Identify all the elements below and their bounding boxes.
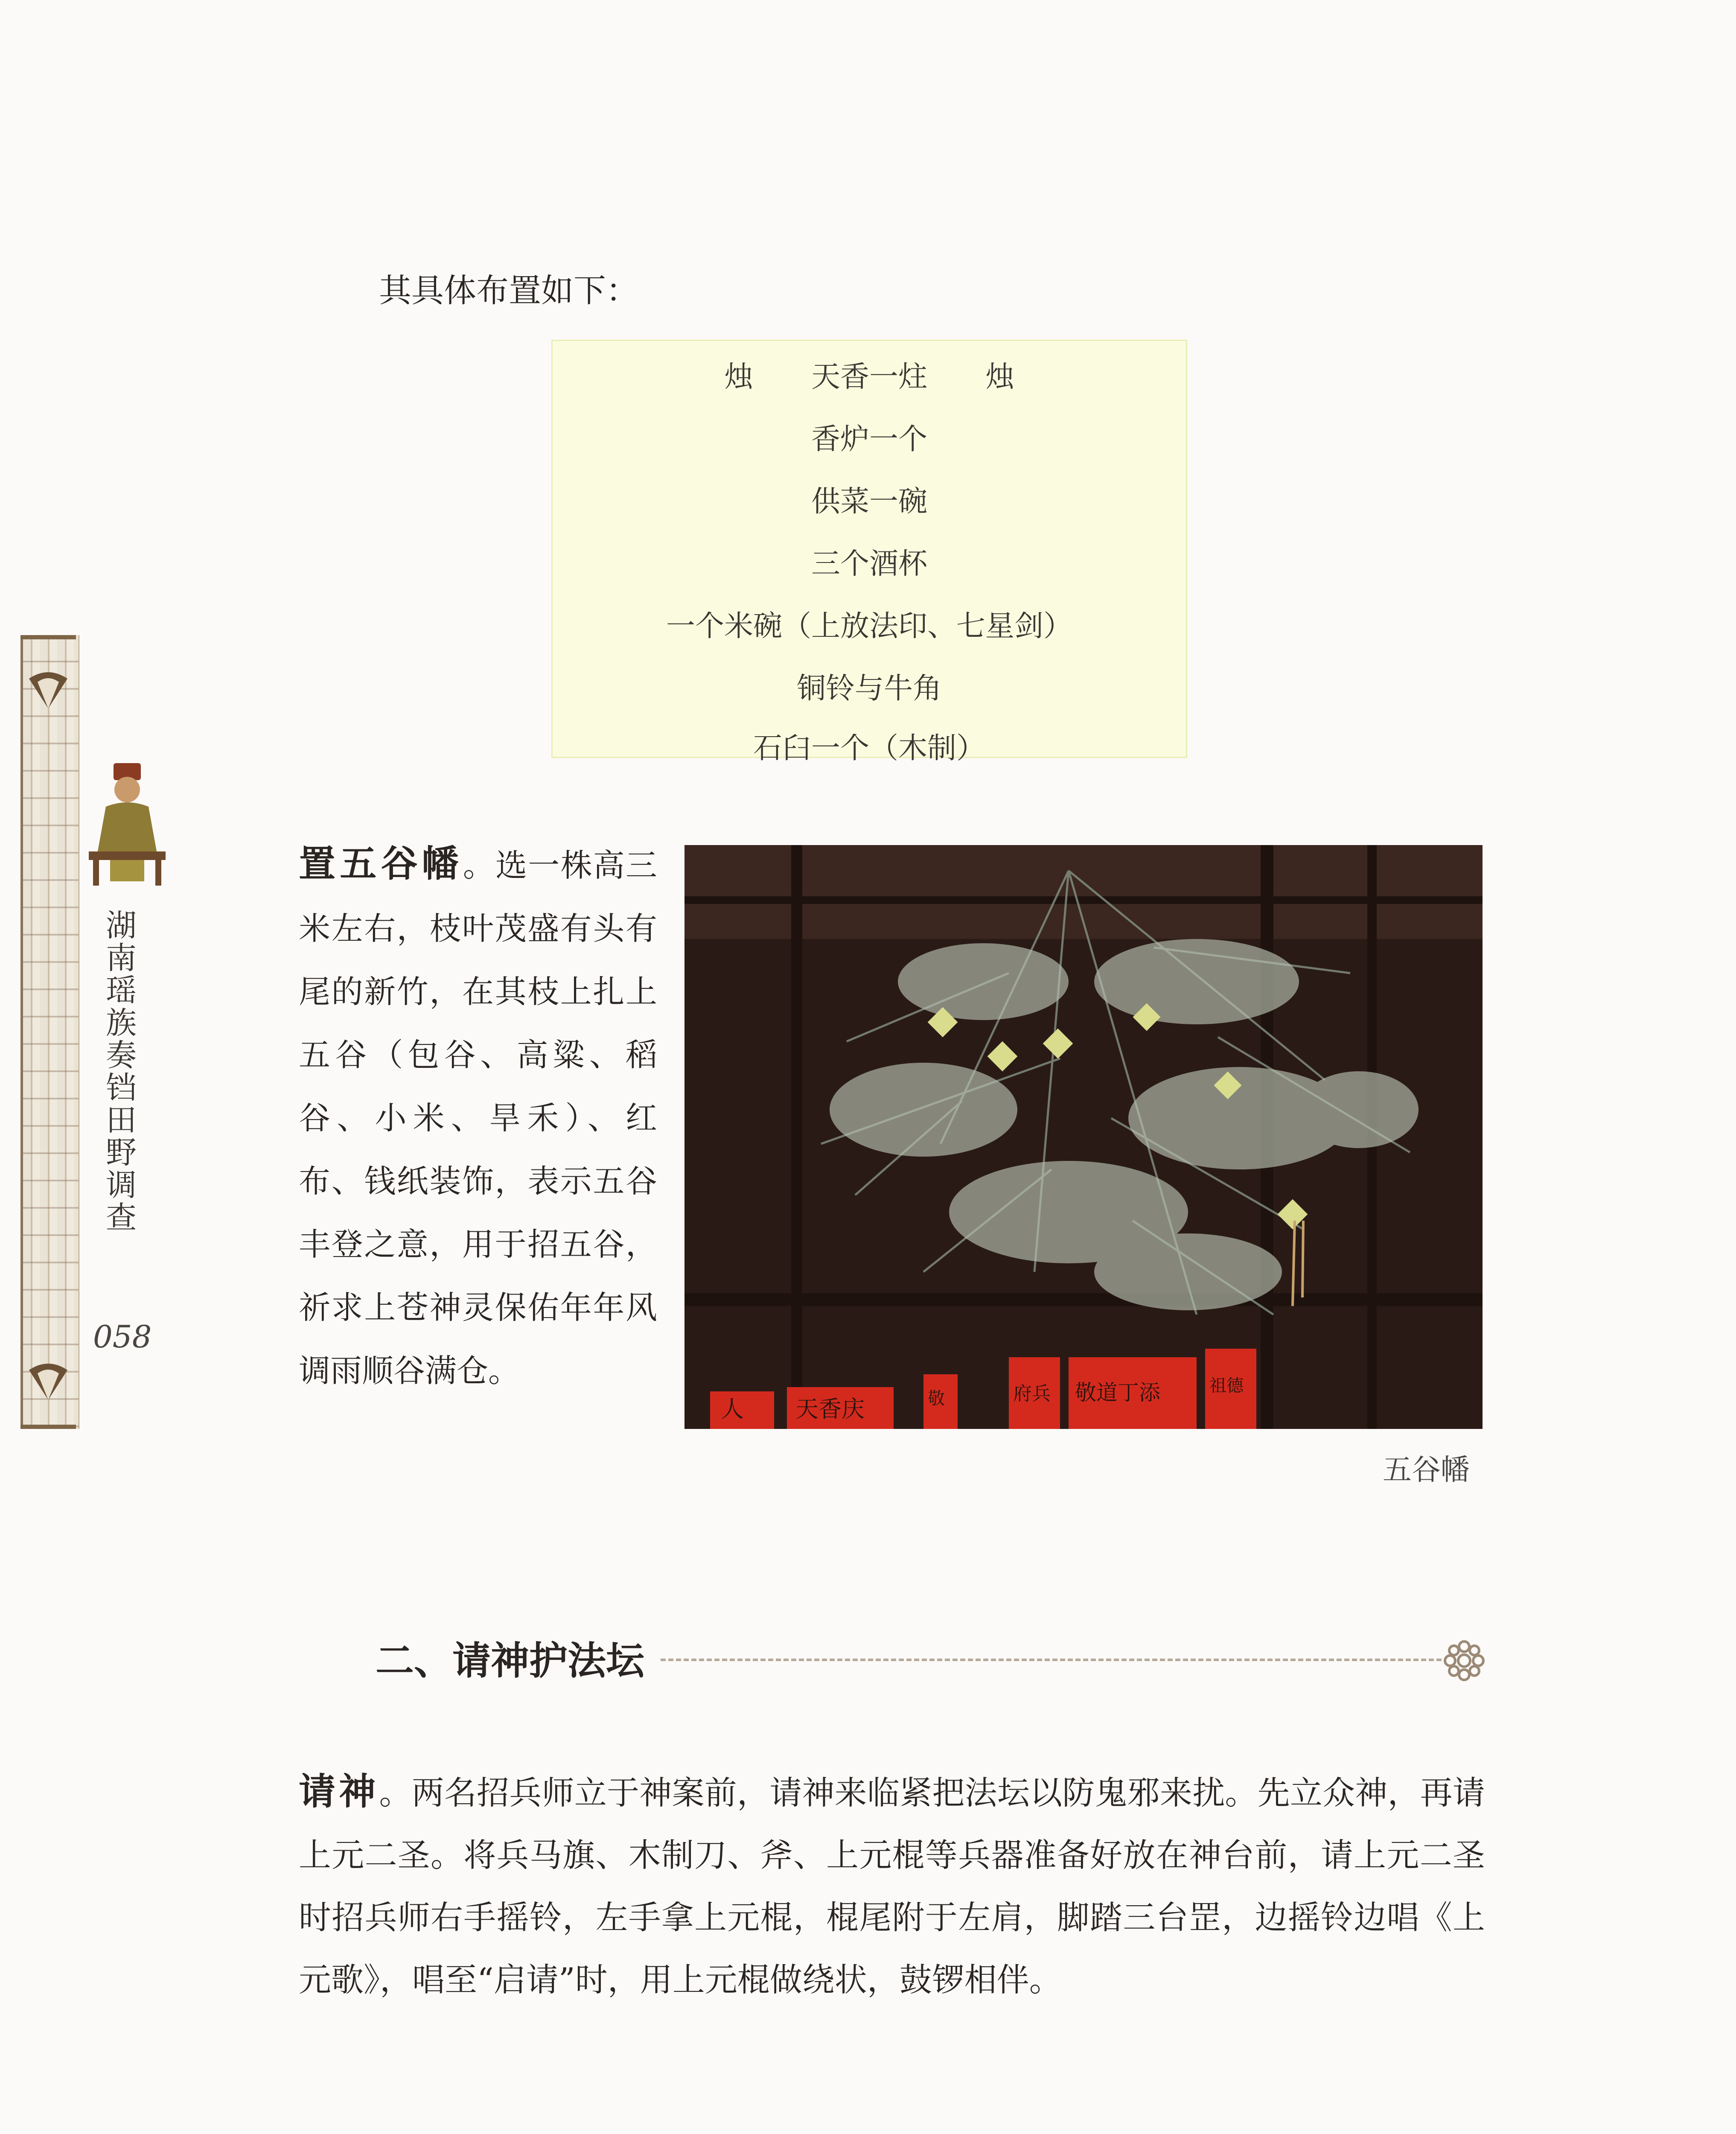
section-one-body: 选一株高三米左右，枝叶茂盛有头有尾的新竹，在其枝上扎上五谷（包谷、高粱、稻谷、小米、旱禾）、红布、钱纸装饰，表示五谷丰登之意，用于招五谷，祈求上苍神灵保佑年年风调雨顺谷满仓。 [299,847,658,1389]
photo-caption: 五谷幡 [1383,1453,1470,1487]
altar-layout-line: 供菜一碗 [811,485,927,519]
section-two-heading: 二、请神护法坛 [376,1638,644,1683]
section-two-lead: 请神 [299,1770,379,1813]
flower-ornament-icon [1441,1637,1488,1684]
section-one-lead-punct: 。 [463,847,496,884]
photo-banner-text: 祖德 [1209,1376,1244,1396]
photo-banner-text: 敬道丁添 [1075,1380,1160,1405]
photo-banner-text: 天香庆 [795,1396,865,1423]
section-two-lead-punct: 。 [379,1774,412,1812]
band-bottom-stripe [20,1425,76,1429]
section-one-lead: 置五谷幡 [299,842,463,885]
book-title-vertical: 湖南瑶族奏铛田野调查 [101,909,137,1233]
grain-banner-photo [684,845,1483,1429]
photo-banner-text: 敬 [928,1389,945,1408]
altar-layout-line: 石臼一个（木制） [753,732,985,765]
altar-layout-line: 一个米碗（上放法印、七星剑） [666,609,1072,643]
section-one-paragraph [299,832,657,1402]
altar-layout-line: 铜铃与牛角 [796,672,942,706]
photo-banner-text: 府兵 [1013,1383,1051,1405]
fan-ornament-icon [25,1357,72,1404]
altar-layout-box [551,340,1187,765]
heading-dashed-rule [661,1659,1442,1661]
altar-layout-line: 香炉一个 [811,423,927,456]
intro-line: 其具体布置如下： [379,271,638,309]
seated-deity-emblem-icon [80,760,174,888]
section-two-body: 两名招兵师立于神案前，请神来临紧把法坛以防鬼邪来扰。先立众神，再请上元二圣。将兵马旗、木制刀、斧、上元棍等兵器准备好放在神台前，请上元二圣时招兵师右手摇铃，左手拿上元棍，棍尾附于左肩，脚踏三台罡，边摇铃边唱《上元歌》，唱至“启请”时，用上元棍做绕状，鼓锣相伴。 [299,1774,1486,1999]
side-decorative-band [20,635,79,1429]
section-two-paragraph [299,1761,1485,2011]
photo-banner-text: 人 [721,1396,744,1423]
altar-layout-line: 烛 天香一炷 烛 [724,360,1014,394]
altar-layout-line: 三个酒杯 [811,547,927,581]
page-number: 058 [93,1319,152,1355]
fan-ornament-icon [25,666,72,713]
band-top-stripe [20,635,76,639]
